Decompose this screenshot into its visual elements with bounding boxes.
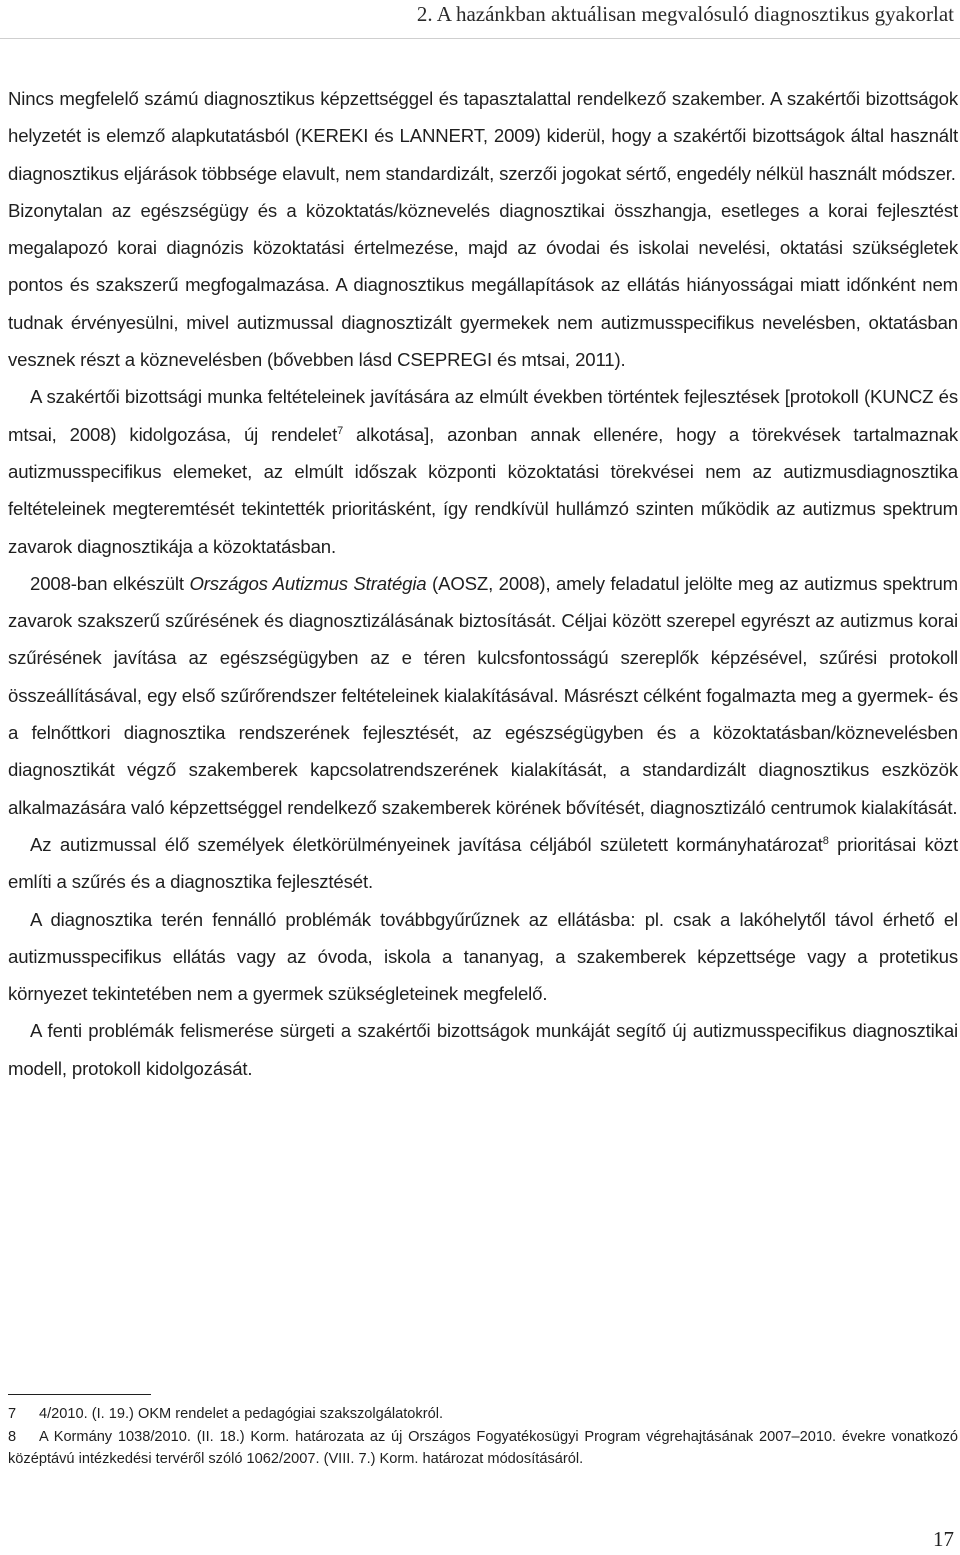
bullet-text: Bizonytalan az egészségügy és a közoktatás/köznevelés diagnosztikai összhangja, esetleges a korai fejlesztést megalapozó korai diagnózis közoktatási értelmezése, majd az óvodai és iskolai nevelési, oktatási szükségletek pontos és szakszerű megfogalmazása. A diagnosztikus megállapítások az ellátás hiányosságai miatt időnként nem tudnak érvényesülni, mivel autizmussal diagnosztizált gyermekek nem autizmusspecifikus nevelésben, oktatásban vesznek részt a köznevelésben (bővebben lásd CSEPREGI és mtsai, 2011). (8, 199, 958, 371)
footnote-divider (8, 1394, 151, 1395)
paragraph-1-text-b: alkotása], azonban annak ellenére, hogy a törekvések tartalmaznak autizmusspecifikus elemeket, az elmúlt időszak központi közoktatási törekvései nem az autizmusdiagnosztika feltételeinek megteremtését tekintették prioritásként, így rendkívül hullámzó szinten működik az autizmus spektrum zavarok diagnosztikája a közoktatásban. (8, 423, 958, 557)
footnotes (8, 1403, 958, 1471)
footnote-number: 8 (8, 1428, 17, 1445)
header-divider (0, 38, 960, 39)
paragraph-4: A diagnosztika terén fennálló problémák továbbgyűrűznek az ellátásba: pl. csak a lakóhelytől távol érhető el autizmusspecifikus ellátás vagy az óvoda, iskola a tananyag, a szakemberek képzettsége vagy a protetikus környezet tekintetében nem a gyermek szükségleteinek megfelelő. (8, 908, 958, 1005)
footnote-7 (8, 1403, 958, 1426)
paragraph-3 (8, 826, 958, 901)
paragraph-1-text-a: A szakértői bizottsági munka feltételeinek javítására az elmúlt években történtek fejlesztések [protokoll (KUNCZ és mtsai, 2008) kidolgozása, új rendelet (8, 386, 958, 445)
main-text (8, 80, 958, 1087)
paragraph-2-text-b: (AOSZ, 2008), amely feladatul jelölte meg az autizmus spektrum zavarok szakszerű szűrésének és diagnosztizálásának biztosítását. Céljai között szerepel egyrészt az autizmus korai szűrésének javítása az egészségügyben az e téren kulcsfontosságú szereplők képzésével, szűrési protokoll összeállításával, egy első szűrőrendszer feltételeinek kialakításával. Másrészt célként fogalmazta meg a gyermek- és a felnőttkori diagnosztika rendszerének fejlesztését, az egészségügyben és a közoktatásban/köznevelésben diagnosztikát végző szakemberek kapcsolatrendszerének kialakítását, a standardizált diagnosztikus eszközök alkalmazására való képzettséggel rendelkező szakemberek körének bővítését, diagnosztizáló centrumok kialakítását. (8, 572, 959, 818)
paragraph-2 (8, 565, 958, 826)
paragraph-1 (8, 378, 958, 564)
bullet-list-item (8, 192, 958, 378)
running-header: 2. A hazánkban aktuálisan megvalósuló diagnosztikus gyakorlat (416, 2, 954, 26)
paragraph-3-text-b: prioritásai közt említi a szűrés és a diagnosztika fejlesztését. (8, 833, 958, 893)
list-item-continuation: Nincs megfelelő számú diagnosztikus képzettséggel és tapasztalattal rendelkező szakember. A szakértői bizottságok helyzetét is elemző alapkutatásból (KEREKI és LANNERT, 2009) kiderül, hogy a szakértői bizottságok által használt diagnosztikus eljárások többsége elavult, nem standardizált, szerzői jogokat sértő, engedély nélkül használt módszer. (8, 88, 958, 184)
footnote-number: 7 (8, 1406, 17, 1422)
footnote-text: 4/2010. (I. 19.) OKM rendelet a pedagógiai szakszolgálatokról. (39, 1406, 443, 1422)
paragraph-3-text-a: Az autizmussal élő személyek életkörülményeinek javítása céljából született kormányhatározat (30, 833, 823, 855)
footnote-text: A Kormány 1038/2010. (II. 18.) Korm. határozata az új Országos Fogyatékosügyi Program végrehajtásának 2007–2010. évekre vonatkozó középtávú intézkedési tervéről szóló 1062/2007. (VIII. 7.) Korm. határozat módosításáról. (8, 1428, 958, 1467)
page-number: 17 (933, 1527, 954, 1551)
paragraph-5: A fenti problémák felismerése sürgeti a szakértői bizottságok munkáját segítő új autizmusspecifikus diagnosztikai modell, protokoll kidolgozását. (8, 1020, 958, 1079)
footnote-8 (8, 1426, 958, 1471)
footnote-ref-8: 8 (822, 834, 829, 847)
strategy-title: Országos Autizmus Stratégia (189, 572, 427, 594)
paragraph-2-text-a: 2008-ban elkészült (30, 572, 190, 594)
footnote-ref-7: 7 (337, 424, 344, 437)
